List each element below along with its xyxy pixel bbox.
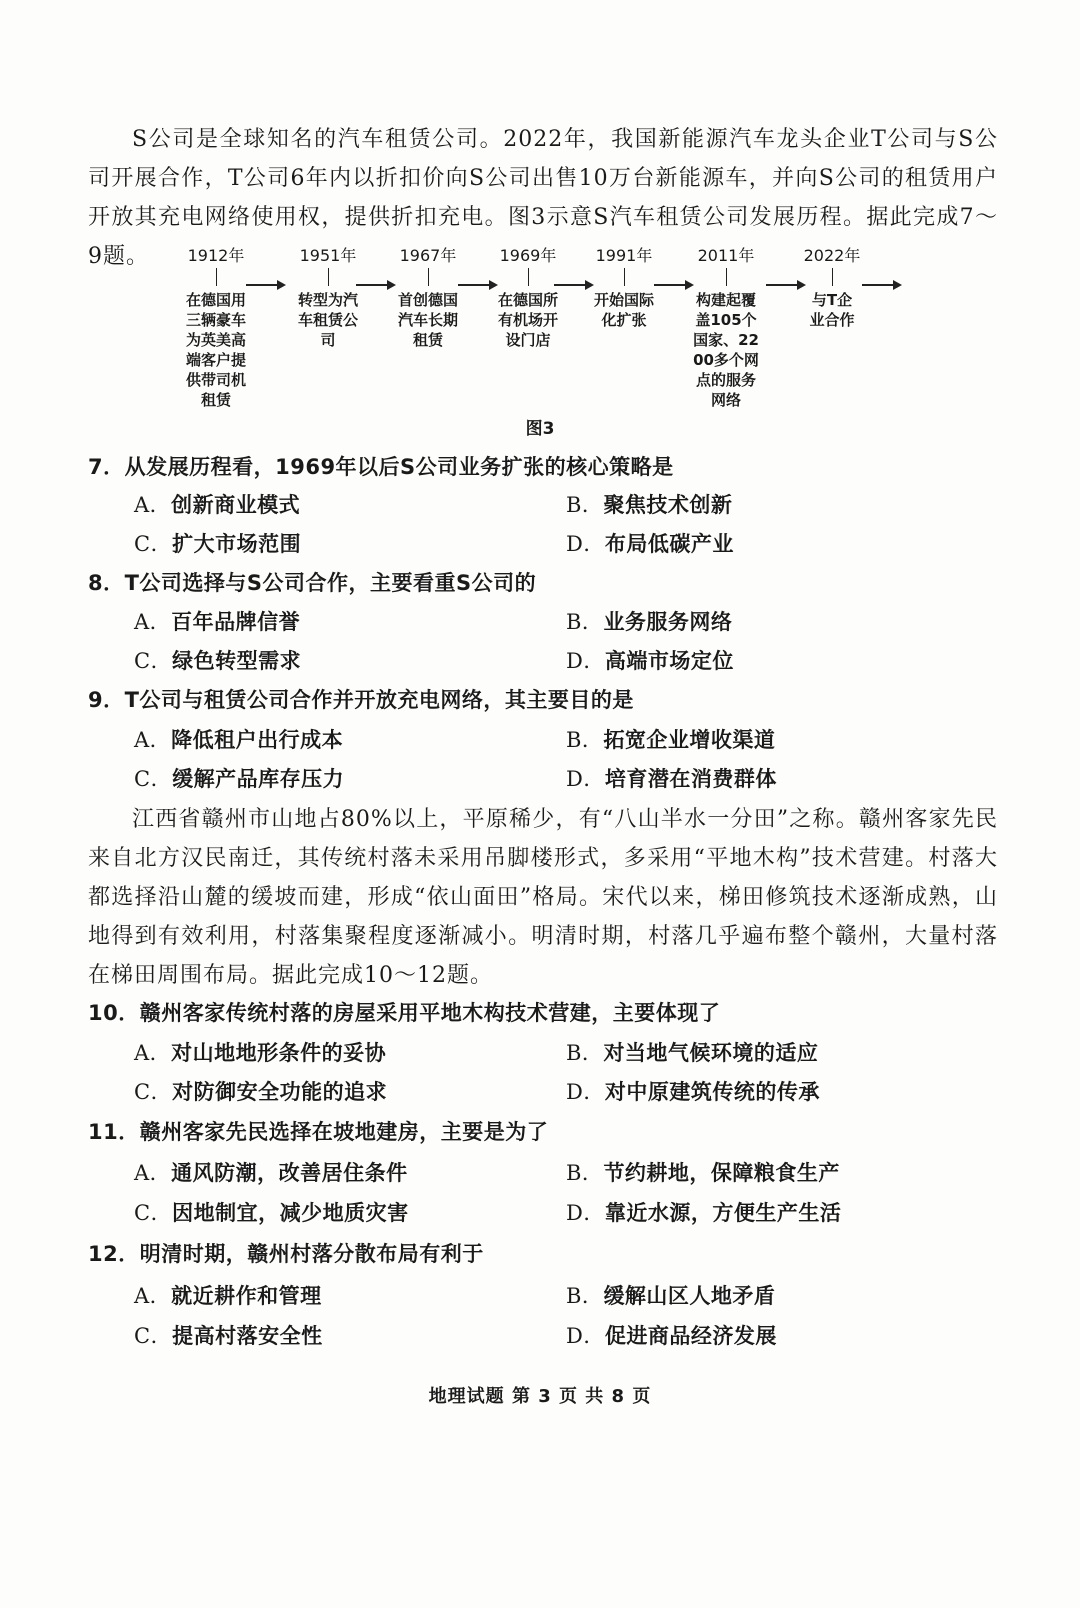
- option-letter: A．: [134, 493, 172, 517]
- option-letter: A．: [134, 610, 172, 634]
- timeline-node: [282, 246, 374, 350]
- question-9-option-c[interactable]: [134, 764, 344, 794]
- arrow-right-icon: [246, 280, 286, 290]
- passage-ganzhou: 江西省赣州市山地占80%以上，平原稀少，有“八山半水一分田”之称。赣州客家先民来自北方汉民南迁，其传统村落未采用吊脚楼形式，多采用“平地木构”技术营建。村落大都选择沿山麓的缓坡而建，形成“依山面田”格局。宋代以来，梯田修筑技术逐渐成熟，山地得到有效利用，村落集聚程度逐渐减小。明清时期，村落几乎遍布整个赣州，大量村落在梯田周围布局。据此完成10～12题。: [88, 807, 998, 988]
- option-letter: B．: [566, 728, 604, 752]
- option-letter: A．: [134, 1284, 172, 1308]
- timeline-node: [482, 246, 574, 350]
- option-text: 对中原建筑传统的传承: [604, 1080, 820, 1104]
- option-text: 因地制宜，减少地质灾害: [172, 1201, 409, 1225]
- option-text: 对当地气候环境的适应: [603, 1041, 819, 1065]
- option-text: 绿色转型需求: [172, 649, 302, 673]
- timeline-event-text: 转型为汽车租赁公司: [297, 291, 358, 349]
- question-9-stem: 9．T公司与租赁公司合作并开放充电网络，其主要目的是: [88, 688, 634, 712]
- question-12-option-d[interactable]: [566, 1321, 777, 1351]
- option-text: 扩大市场范围: [172, 532, 302, 556]
- option-text: 促进商品经济发展: [604, 1324, 777, 1348]
- timeline-node: [680, 246, 772, 410]
- option-text: 高端市场定位: [604, 649, 734, 673]
- option-letter: B．: [566, 493, 604, 517]
- option-letter: C．: [134, 1080, 173, 1104]
- timeline-tick: [726, 268, 727, 286]
- option-letter: D．: [566, 649, 605, 673]
- option-text: 百年品牌信誉: [171, 610, 301, 634]
- timeline-event-text: 在德国所有机场开设门店: [497, 291, 558, 349]
- option-text: 提高村落安全性: [172, 1324, 323, 1348]
- option-text: 聚焦技术创新: [603, 493, 733, 517]
- figure-caption: 图3: [525, 419, 555, 439]
- option-text: 创新商业模式: [171, 493, 301, 517]
- timeline-year: 1951年: [299, 246, 357, 265]
- question-9-option-a[interactable]: [134, 725, 343, 755]
- option-text: 布局低碳产业: [604, 532, 734, 556]
- timeline-tick: [624, 268, 625, 286]
- option-text: 节约耕地，保障粮食生产: [603, 1161, 840, 1185]
- timeline-year: 1969年: [499, 246, 557, 265]
- option-text: 缓解产品库存压力: [172, 767, 345, 791]
- timeline-tick: [216, 268, 217, 286]
- option-text: 培育潜在消费群体: [604, 767, 777, 791]
- timeline-tick: [832, 268, 833, 286]
- option-letter: D．: [566, 1080, 605, 1104]
- option-letter: B．: [566, 1041, 604, 1065]
- question-8-option-d[interactable]: [566, 646, 734, 676]
- option-letter: D．: [566, 532, 605, 556]
- question-11-option-c[interactable]: [134, 1198, 409, 1228]
- timeline-year: 2011年: [697, 246, 755, 265]
- question-11-option-d[interactable]: [566, 1198, 841, 1228]
- question-9-option-d[interactable]: [566, 764, 777, 794]
- question-10-option-b[interactable]: [566, 1038, 818, 1068]
- question-7-option-a[interactable]: [134, 490, 300, 520]
- figure-3-timeline: [170, 246, 930, 421]
- option-letter: C．: [134, 767, 173, 791]
- option-text: 降低租户出行成本: [171, 728, 344, 752]
- option-letter: B．: [566, 1161, 604, 1185]
- question-7-stem: 7．从发展历程看，1969年以后S公司业务扩张的核心策略是: [88, 455, 674, 479]
- timeline-tick: [528, 268, 529, 286]
- option-letter: D．: [566, 1201, 605, 1225]
- page-footer: 地理试题 第 3 页 共 8 页: [428, 1386, 652, 1407]
- question-8-option-a[interactable]: [134, 607, 300, 637]
- question-10-stem: 10．赣州客家传统村落的房屋采用平地木构技术营建，主要体现了: [88, 1001, 721, 1025]
- timeline-year: 1967年: [399, 246, 457, 265]
- option-letter: C．: [134, 1201, 173, 1225]
- timeline-year: 1991年: [595, 246, 653, 265]
- question-12-option-b[interactable]: [566, 1281, 775, 1311]
- option-letter: B．: [566, 1284, 604, 1308]
- timeline-event-text: 与T企业合作: [809, 291, 855, 329]
- question-12-stem: 12．明清时期，赣州村落分散布局有利于: [88, 1242, 484, 1266]
- question-8-option-c[interactable]: [134, 646, 301, 676]
- option-text: 拓宽企业增收渠道: [603, 728, 776, 752]
- question-7-option-c[interactable]: [134, 529, 301, 559]
- timeline-tick: [428, 268, 429, 286]
- question-10-option-d[interactable]: [566, 1077, 820, 1107]
- option-letter: A．: [134, 1161, 172, 1185]
- question-8-option-b[interactable]: [566, 607, 732, 637]
- timeline-year: 1912年: [187, 246, 245, 265]
- question-8-stem: 8．T公司选择与S公司合作，主要看重S公司的: [88, 571, 537, 595]
- option-text: 缓解山区人地矛盾: [603, 1284, 776, 1308]
- option-text: 通风防潮，改善居住条件: [171, 1161, 408, 1185]
- question-11-option-a[interactable]: [134, 1158, 408, 1188]
- question-7-option-d[interactable]: [566, 529, 734, 559]
- option-text: 业务服务网络: [603, 610, 733, 634]
- question-11-option-b[interactable]: [566, 1158, 840, 1188]
- timeline-node: [382, 246, 474, 350]
- question-9-option-b[interactable]: [566, 725, 775, 755]
- question-11-stem: 11．赣州客家先民选择在坡地建房，主要是为了: [88, 1120, 549, 1144]
- timeline-event-text: 首创德国汽车长期租赁: [397, 291, 458, 349]
- timeline-event-text: 在德国用三辆豪车为英美高端客户提供带司机租赁: [185, 291, 246, 409]
- question-12-option-a[interactable]: [134, 1281, 322, 1311]
- option-letter: D．: [566, 1324, 605, 1348]
- question-7-option-b[interactable]: [566, 490, 732, 520]
- question-10-option-a[interactable]: [134, 1038, 386, 1068]
- option-letter: C．: [134, 649, 173, 673]
- option-letter: D．: [566, 767, 605, 791]
- option-letter: A．: [134, 728, 172, 752]
- option-text: 对防御安全功能的追求: [172, 1080, 388, 1104]
- question-10-option-c[interactable]: [134, 1077, 387, 1107]
- passage-s-company: S公司是全球知名的汽车租赁公司。2022年，我国新能源汽车龙头企业T公司与S公司开展合作，T公司6年内以折扣价向S公司出售10万台新能源车，并向S公司的租赁用户开放其充电网络使用权，提供折扣充电。图3示意S汽车租赁公司发展历程。据此完成7～9题。: [88, 127, 998, 269]
- arrow-right-icon: [862, 280, 902, 290]
- timeline-tick: [328, 268, 329, 286]
- timeline-event-text: 开始国际化扩张: [593, 291, 654, 329]
- timeline-year: 2022年: [803, 246, 861, 265]
- option-text: 对山地地形条件的妥协: [171, 1041, 387, 1065]
- option-letter: C．: [134, 532, 173, 556]
- option-letter: B．: [566, 610, 604, 634]
- timeline-node: [170, 246, 262, 410]
- timeline-event-text: 构建起覆盖105个国家、2200多个网点的服务网络: [693, 291, 759, 409]
- question-12-option-c[interactable]: [134, 1321, 323, 1351]
- option-letter: A．: [134, 1041, 172, 1065]
- option-text: 靠近水源，方便生产生活: [604, 1201, 842, 1225]
- option-text: 就近耕作和管理: [171, 1284, 322, 1308]
- option-letter: C．: [134, 1324, 173, 1348]
